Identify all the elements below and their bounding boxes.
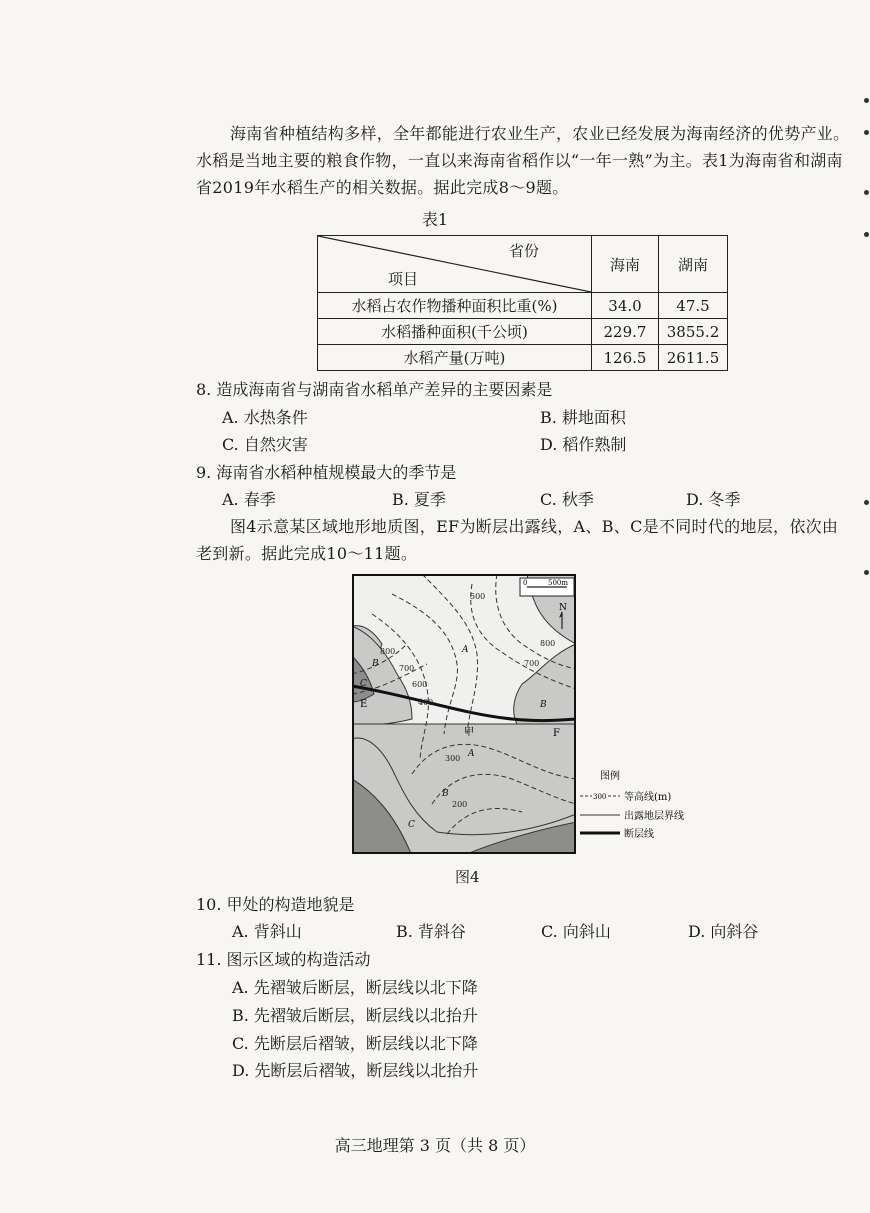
stratum-label: A bbox=[468, 749, 475, 759]
contour-label: 200 bbox=[452, 800, 468, 809]
question-10-option-c[interactable]: C. 向斜山 bbox=[541, 922, 611, 941]
legend-contour: 等高线(m) bbox=[624, 792, 672, 803]
scan-mark bbox=[864, 500, 869, 505]
question-11-option-b[interactable]: B. 先褶皱后断层，断层线以北抬升 bbox=[232, 1006, 478, 1025]
header-item: 项目 bbox=[388, 270, 419, 288]
table-row bbox=[318, 319, 728, 345]
north-label: N bbox=[559, 603, 567, 613]
page-footer: 高三地理第 3 页（共 8 页） bbox=[334, 1136, 536, 1155]
question-9-stem: 9. 海南省水稻种植规模最大的季节是 bbox=[196, 463, 457, 482]
question-10-option-d[interactable]: D. 向斜谷 bbox=[688, 922, 759, 941]
question-9-option-a[interactable]: A. 春季 bbox=[222, 490, 276, 509]
question-10-option-b[interactable]: B. 背斜谷 bbox=[396, 922, 466, 941]
question-11-option-d[interactable]: D. 先断层后褶皱，断层线以北抬升 bbox=[232, 1061, 479, 1080]
question-8-option-a[interactable]: A. 水热条件 bbox=[222, 408, 308, 427]
row-label: 水稻占农作物播种面积比重(%) bbox=[318, 293, 592, 319]
question-8-option-c[interactable]: C. 自然灾害 bbox=[222, 435, 308, 454]
scale-length: 500m bbox=[548, 579, 568, 587]
stratum-label: B bbox=[372, 659, 379, 669]
stratum-label: B bbox=[442, 789, 449, 799]
stratum-label: A bbox=[462, 645, 469, 655]
cell-value: 47.5 bbox=[659, 293, 728, 319]
cell-value: 229.7 bbox=[592, 319, 659, 345]
intro-paragraph-2: 图4示意某区域地形地质图，EF为断层出露线，A、B、C是不同时代的地层，依次由老到新。据此完成10～11题。 bbox=[196, 517, 839, 563]
contour-label: 700 bbox=[524, 659, 540, 668]
question-9-option-d[interactable]: D. 冬季 bbox=[686, 490, 741, 509]
stratum-label: C bbox=[360, 679, 367, 689]
scan-mark bbox=[864, 190, 869, 195]
contour-label: 800 bbox=[540, 639, 556, 648]
contour-label: 700 bbox=[399, 664, 415, 673]
cell-value: 3855.2 bbox=[659, 319, 728, 345]
column-header: 海南 bbox=[592, 236, 659, 293]
scale-bar bbox=[520, 578, 574, 596]
header-province: 省份 bbox=[508, 242, 539, 260]
point-label-jia: 甲 bbox=[464, 727, 474, 738]
question-8-option-d[interactable]: D. 稻作熟制 bbox=[540, 435, 627, 454]
question-9-option-b[interactable]: B. 夏季 bbox=[392, 490, 446, 509]
rice-data-table bbox=[317, 235, 728, 371]
question-8-stem: 8. 造成海南省与湖南省水稻单产差异的主要因素是 bbox=[196, 380, 553, 399]
stratum-label: B bbox=[540, 700, 547, 710]
question-11-option-c[interactable]: C. 先断层后褶皱，断层线以北下降 bbox=[232, 1034, 478, 1053]
intro-paragraph-1: 海南省种植结构多样，全年都能进行农业生产，农业已经发展为海南经济的优势产业。水稻是当地主要的粮食作物，一直以来海南省稻作以“一年一熟”为主。表1为海南省和湖南省2019年水稻生产的相关数据。据此完成8～9题。 bbox=[196, 124, 850, 197]
question-9-option-c[interactable]: C. 秋季 bbox=[540, 490, 594, 509]
scan-mark bbox=[864, 130, 869, 135]
question-10-option-a[interactable]: A. 背斜山 bbox=[232, 922, 302, 941]
legend-fault: 断层线 bbox=[624, 829, 654, 840]
table-caption: 表1 bbox=[421, 210, 449, 229]
stratum-label: C bbox=[408, 820, 415, 830]
figure-4-map bbox=[352, 574, 702, 856]
row-label: 水稻产量(万吨) bbox=[318, 345, 592, 371]
table-corner-header bbox=[318, 236, 592, 293]
cell-value: 2611.5 bbox=[659, 345, 728, 371]
question-8-option-b[interactable]: B. 耕地面积 bbox=[540, 408, 626, 427]
legend-contour-value: 300 bbox=[593, 793, 607, 801]
scan-mark bbox=[864, 98, 869, 103]
legend-title: 图例 bbox=[600, 771, 620, 782]
point-label-f: F bbox=[553, 728, 560, 739]
map-legend bbox=[580, 769, 684, 840]
table-row bbox=[318, 293, 728, 319]
cell-value: 34.0 bbox=[592, 293, 659, 319]
contour-label: 600 bbox=[412, 680, 428, 689]
cell-value: 126.5 bbox=[592, 345, 659, 371]
contour-label: 500 bbox=[470, 592, 486, 601]
row-label: 水稻播种面积(千公顷) bbox=[318, 319, 592, 345]
legend-stratum-boundary: 出露地层界线 bbox=[624, 811, 684, 822]
question-10-stem: 10. 甲处的构造地貌是 bbox=[196, 895, 355, 914]
diagonal-line bbox=[318, 236, 591, 292]
scan-mark bbox=[864, 570, 869, 575]
column-header: 湖南 bbox=[659, 236, 728, 293]
scan-mark bbox=[864, 232, 869, 237]
contour-label: 800 bbox=[380, 647, 396, 656]
question-11-option-a[interactable]: A. 先褶皱后断层，断层线以北下降 bbox=[232, 978, 478, 997]
question-11-stem: 11. 图示区域的构造活动 bbox=[196, 950, 371, 969]
table-row bbox=[318, 345, 728, 371]
figure-caption: 图4 bbox=[455, 868, 480, 886]
point-label-e: E bbox=[360, 699, 368, 710]
contour-label: 400 bbox=[418, 698, 434, 707]
scale-zero: 0 bbox=[523, 579, 528, 587]
contour-label: 300 bbox=[445, 754, 461, 763]
